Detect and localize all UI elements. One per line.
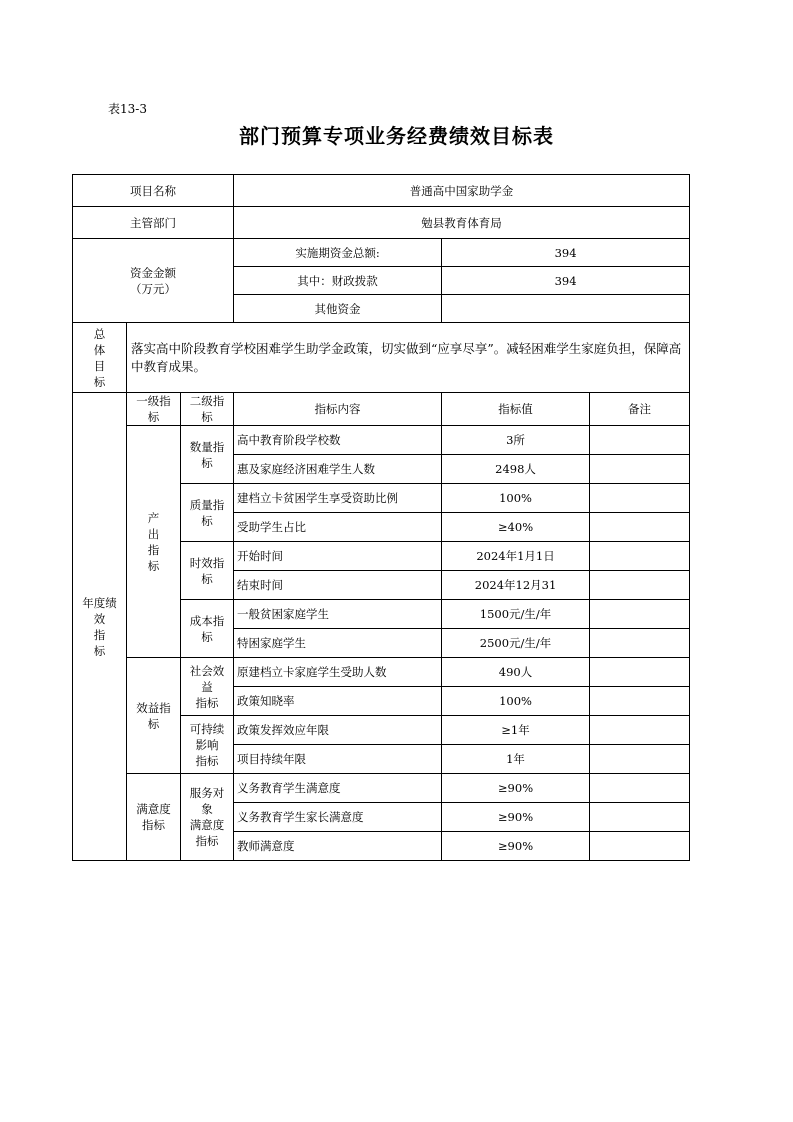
indicator-value: 2498人 bbox=[442, 455, 590, 484]
performance-target-table bbox=[72, 174, 690, 861]
label-char: 指 bbox=[147, 542, 160, 557]
label-line: 指标 bbox=[195, 834, 219, 848]
indicator-note bbox=[590, 658, 690, 687]
indicator-row bbox=[73, 658, 690, 687]
label-line: 影响 bbox=[195, 737, 219, 752]
overall-goal-text: 落实高中阶段教育学校困难学生助学金政策，切实做到“应享尽享”。减轻困难学生家庭负担，保障高中教育成果。 bbox=[127, 323, 690, 393]
label-line: 效益指 bbox=[136, 700, 171, 715]
indicator-value: ≥90% bbox=[442, 803, 590, 832]
section-label-line: 年度绩 bbox=[82, 595, 117, 610]
label-line: 质量指 bbox=[189, 497, 225, 512]
indicator-note bbox=[590, 774, 690, 803]
indicator-value: 2500元/生/年 bbox=[442, 629, 590, 658]
quality-indicator-label bbox=[181, 484, 234, 542]
label-line: 标 bbox=[201, 629, 213, 644]
funds-other-value bbox=[442, 295, 690, 323]
social-benefit-label bbox=[181, 658, 234, 716]
overall-goal-row bbox=[73, 323, 690, 393]
goal-char: 目 bbox=[93, 358, 106, 373]
indicator-content: 政策发挥效应年限 bbox=[234, 716, 442, 745]
funds-other-label: 其他资金 bbox=[234, 295, 442, 323]
annual-indicator-label bbox=[73, 393, 127, 861]
indicator-note bbox=[590, 571, 690, 600]
header-level2 bbox=[181, 393, 234, 426]
indicator-value: 100% bbox=[442, 484, 590, 513]
label-line: 标 bbox=[201, 455, 213, 470]
benefit-indicator-label bbox=[127, 658, 181, 774]
indicator-content: 原建档立卡家庭学生受助人数 bbox=[234, 658, 442, 687]
indicator-value: 100% bbox=[442, 687, 590, 716]
page-title: 部门预算专项业务经费绩效目标表 bbox=[239, 124, 554, 148]
indicator-note bbox=[590, 629, 690, 658]
indicator-content: 惠及家庭经济困难学生人数 bbox=[234, 455, 442, 484]
indicator-value: ≥1年 bbox=[442, 716, 590, 745]
indicator-note bbox=[590, 542, 690, 571]
department-value: 勉县教育体育局 bbox=[234, 207, 690, 239]
label-line: 指标 bbox=[142, 818, 165, 832]
funds-label bbox=[73, 239, 234, 323]
indicator-note bbox=[590, 832, 690, 861]
label-line: 指标 bbox=[195, 753, 219, 768]
funds-label-line2: （万元） bbox=[130, 281, 177, 296]
indicator-note bbox=[590, 484, 690, 513]
indicator-content: 义务教育学生满意度 bbox=[234, 774, 442, 803]
cost-indicator-label bbox=[181, 600, 234, 658]
indicator-note bbox=[590, 426, 690, 455]
indicator-content: 政策知晓率 bbox=[234, 687, 442, 716]
indicator-value: 490人 bbox=[442, 658, 590, 687]
indicator-value: ≥90% bbox=[442, 832, 590, 861]
indicator-note bbox=[590, 716, 690, 745]
indicator-value: ≥40% bbox=[442, 513, 590, 542]
timeliness-indicator-label bbox=[181, 542, 234, 600]
funds-total-value: 394 bbox=[442, 239, 690, 267]
label-line: 服务对 bbox=[189, 786, 225, 800]
goal-char: 标 bbox=[93, 374, 106, 389]
indicator-content: 项目持续年限 bbox=[234, 745, 442, 774]
section-label-line: 效 bbox=[93, 611, 106, 626]
funds-fiscal-label: 其中：财政拨款 bbox=[234, 267, 442, 295]
indicator-value: 3所 bbox=[442, 426, 590, 455]
indicator-note bbox=[590, 745, 690, 774]
indicator-value: 1500元/生/年 bbox=[442, 600, 590, 629]
label-line: 成本指 bbox=[189, 613, 225, 628]
project-name-value: 普通高中国家助学金 bbox=[234, 175, 690, 207]
indicator-content: 教师满意度 bbox=[234, 832, 442, 861]
indicator-note bbox=[590, 687, 690, 716]
indicator-value: 1年 bbox=[442, 745, 590, 774]
indicator-note bbox=[590, 513, 690, 542]
funds-total-row bbox=[73, 239, 690, 267]
indicator-content: 义务教育学生家长满意度 bbox=[234, 803, 442, 832]
header-line: 二级指 bbox=[189, 394, 225, 408]
indicator-content: 结束时间 bbox=[234, 571, 442, 600]
indicator-row bbox=[73, 426, 690, 455]
header-note: 备注 bbox=[590, 393, 690, 426]
indicator-header-row bbox=[73, 393, 690, 426]
indicator-content: 受助学生占比 bbox=[234, 513, 442, 542]
indicator-row bbox=[73, 774, 690, 803]
goal-char: 体 bbox=[93, 342, 106, 357]
label-line: 数量指 bbox=[189, 439, 225, 454]
sustainable-impact-label bbox=[181, 716, 234, 774]
label-line: 满意度 bbox=[136, 802, 171, 816]
label-line: 益 bbox=[201, 679, 213, 694]
indicator-content: 特困家庭学生 bbox=[234, 629, 442, 658]
header-line: 一级指 bbox=[136, 394, 171, 408]
indicator-content: 建档立卡贫困学生享受资助比例 bbox=[234, 484, 442, 513]
label-line: 标 bbox=[201, 571, 213, 586]
header-line: 标 bbox=[147, 410, 160, 424]
indicator-content: 一般贫困家庭学生 bbox=[234, 600, 442, 629]
indicator-content: 高中教育阶段学校数 bbox=[234, 426, 442, 455]
label-line: 时效指 bbox=[189, 555, 225, 570]
indicator-note bbox=[590, 455, 690, 484]
indicator-note bbox=[590, 600, 690, 629]
label-line: 标 bbox=[147, 716, 160, 731]
funds-label-line1: 资金金额 bbox=[130, 265, 177, 280]
label-line: 满意度 bbox=[189, 818, 225, 832]
label-char: 出 bbox=[147, 526, 160, 541]
table-number: 表13-3 bbox=[108, 102, 147, 116]
label-char: 产 bbox=[147, 510, 160, 525]
label-line: 社会效 bbox=[189, 663, 225, 678]
goal-char: 总 bbox=[93, 326, 106, 341]
label-line: 可持续 bbox=[189, 721, 225, 736]
project-name-label: 项目名称 bbox=[73, 175, 234, 207]
project-name-row bbox=[73, 175, 690, 207]
label-line: 标 bbox=[201, 513, 213, 528]
quantity-indicator-label bbox=[181, 426, 234, 484]
section-label-line: 标 bbox=[93, 643, 106, 658]
label-line: 象 bbox=[201, 802, 213, 816]
funds-fiscal-value: 394 bbox=[442, 267, 690, 295]
indicator-content: 开始时间 bbox=[234, 542, 442, 571]
overall-goal-label bbox=[73, 323, 127, 393]
indicator-value: ≥90% bbox=[442, 774, 590, 803]
header-content: 指标内容 bbox=[234, 393, 442, 426]
indicator-value: 2024年12月31 bbox=[442, 571, 590, 600]
funds-total-label: 实施期资金总额: bbox=[234, 239, 442, 267]
output-indicator-label bbox=[127, 426, 181, 658]
service-target-satisfaction-label bbox=[181, 774, 234, 861]
section-label-line: 指 bbox=[93, 627, 106, 642]
department-label: 主管部门 bbox=[73, 207, 234, 239]
indicator-value: 2024年1月1日 bbox=[442, 542, 590, 571]
header-value: 指标值 bbox=[442, 393, 590, 426]
department-row bbox=[73, 207, 690, 239]
header-line: 标 bbox=[201, 410, 213, 424]
header-level1 bbox=[127, 393, 181, 426]
indicator-note bbox=[590, 803, 690, 832]
satisfaction-indicator-label bbox=[127, 774, 181, 861]
label-char: 标 bbox=[147, 558, 160, 573]
label-line: 指标 bbox=[195, 695, 219, 710]
